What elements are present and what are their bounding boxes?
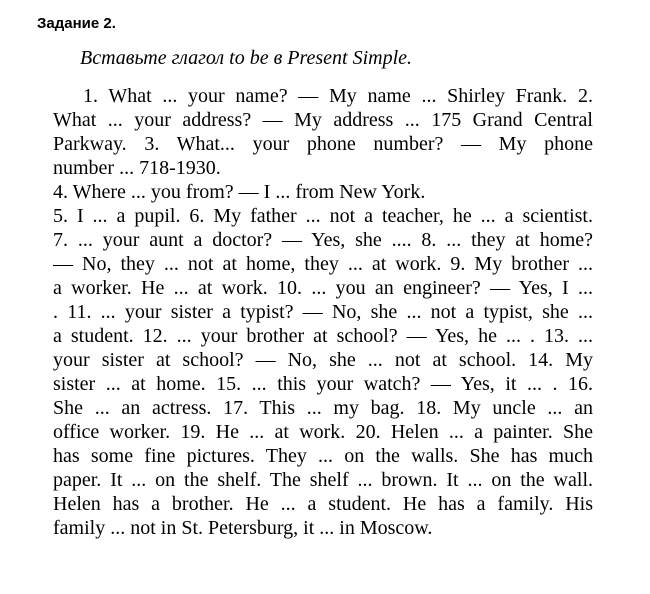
exercise-text <box>53 84 593 540</box>
exercise-line: sister ... at home. 15. ... this your watch? — Yes, it ... . 16. <box>53 373 593 395</box>
exercise-line: Helen has a brother. He ... a student. He has a family. His <box>53 493 593 515</box>
exercise-line: family ... not in St. Petersburg, it ... in Moscow. <box>53 517 433 539</box>
exercise-line: has some fine pictures. They ... on the walls. She has much <box>53 445 593 467</box>
exercise-line: a worker. He ... at work. 10. ... you an engineer? — Yes, I ... <box>53 277 593 299</box>
exercise-line: number ... 718-1930. <box>53 157 221 179</box>
exercise-line: — No, they ... not at home, they ... at work. 9. My brother ... <box>53 253 593 275</box>
exercise-line: office worker. 19. He ... at work. 20. Helen ... a painter. She <box>53 421 593 443</box>
exercise-line: paper. It ... on the shelf. The shelf ... brown. It ... on the wall. <box>53 469 593 491</box>
task-heading: Задание 2. <box>37 15 116 32</box>
exercise-line: What ... your address? — My address ... 175 Grand Central <box>53 109 593 131</box>
exercise-line: Parkway. 3. What... your phone number? — My phone <box>53 133 593 155</box>
exercise-line: 7. ... your aunt a doctor? — Yes, she .... 8. ... they at home? <box>53 229 593 251</box>
exercise-line: 4. Where ... you from? — I ... from New York. <box>53 181 426 203</box>
exercise-line: 1. What ... your name? — My name ... Shirley Frank. 2. <box>83 85 593 107</box>
exercise-line: a student. 12. ... your brother at school? — Yes, he ... . 13. ... <box>53 325 593 347</box>
exercise-line: . 11. ... your sister a typist? — No, she ... not a typist, she ... <box>53 301 593 323</box>
cropped-text-fragment <box>380 0 540 2</box>
exercise-line: 5. I ... a pupil. 6. My father ... not a teacher, he ... a scientist. <box>53 205 593 227</box>
exercise-line: She ... an actress. 17. This ... my bag. 18. My uncle ... an <box>53 397 593 419</box>
task-instruction: Вставьте глагол to be в Present Simple. <box>80 47 413 69</box>
exercise-line: your sister at school? — No, she ... not at school. 14. My <box>53 349 593 371</box>
